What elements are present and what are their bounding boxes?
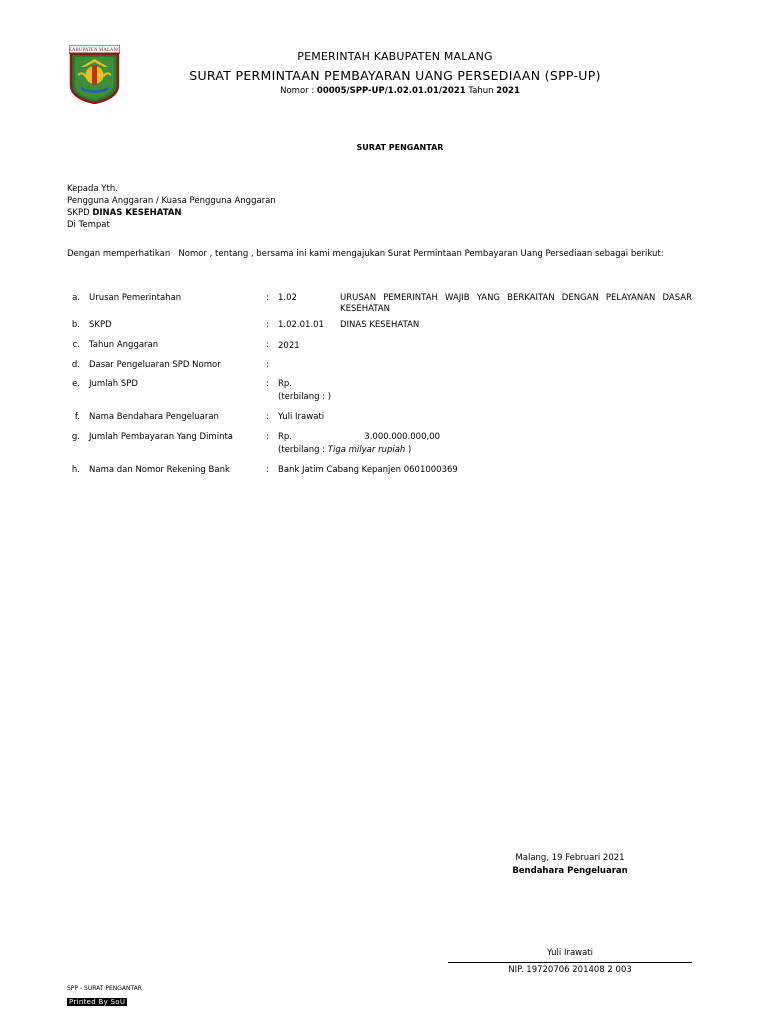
terbilang-prefix: (terbilang : bbox=[278, 445, 326, 455]
nomor-value: 00005/SPP-UP/1.02.01.01/2021 bbox=[316, 86, 466, 96]
item-label: Nama Bendahara Pengeluaran bbox=[89, 412, 219, 422]
item-amount: 3.000.000.000,00 bbox=[364, 432, 440, 442]
item-value: Rp. bbox=[278, 379, 293, 389]
item-value: Rp. bbox=[278, 432, 293, 442]
item-label: Jumlah SPD bbox=[89, 379, 138, 389]
item-colon: : bbox=[266, 360, 269, 370]
item-colon: : bbox=[266, 340, 269, 350]
skpd-name: DINAS KESEHATAN bbox=[92, 208, 182, 218]
item-value: Yuli Irawati bbox=[278, 412, 325, 422]
item-terbilang: (terbilang : ) bbox=[278, 392, 332, 402]
item-value: 2021 bbox=[278, 341, 300, 351]
item-colon: : bbox=[266, 412, 269, 422]
item-label: SKPD bbox=[89, 320, 112, 330]
item-letter: h. bbox=[71, 465, 80, 475]
terbilang-words: Tiga milyar rupiah bbox=[327, 445, 406, 455]
footer-printed-by: Printed By SoU bbox=[69, 998, 126, 1006]
header-document-title: SURAT PERMINTAAN PEMBAYARAN UANG PERSEDIAAN (SPP-UP) bbox=[189, 68, 601, 83]
item-colon: : bbox=[266, 320, 269, 330]
terbilang-suffix: ) bbox=[408, 445, 412, 455]
item-desc: DINAS KESEHATAN bbox=[340, 320, 420, 330]
header-nomor bbox=[0, 86, 768, 96]
tahun-label: Tahun bbox=[468, 86, 494, 96]
signature-line bbox=[448, 962, 692, 963]
item-label: Jumlah Pembayaran Yang Diminta bbox=[89, 432, 233, 442]
item-label: Tahun Anggaran bbox=[89, 340, 159, 350]
signature-role: Bendahara Pengeluaran bbox=[512, 866, 628, 876]
section-title: SURAT PENGANTAR bbox=[356, 143, 444, 152]
header-government: PEMERINTAH KABUPATEN MALANG bbox=[297, 50, 493, 63]
item-letter: g. bbox=[71, 432, 80, 442]
intro-paragraph: Dengan memperhatikan Nomor , tentang , bersama ini kami mengajukan Surat Permintaan Pembayaran Uang Persediaan sebagai berikut: bbox=[67, 249, 664, 259]
item-letter: c. bbox=[72, 340, 80, 350]
logo-text: KABUPATEN MALANG bbox=[69, 48, 120, 53]
nomor-label: Nomor : bbox=[280, 86, 315, 96]
signature-name: Yuli Irawati bbox=[546, 948, 594, 958]
item-code: 1.02.01.01 bbox=[278, 320, 324, 330]
footer-doc-label: SPP - SURAT PENGANTAR bbox=[67, 985, 142, 992]
item-colon: : bbox=[266, 432, 269, 442]
address-line-1: Kepada Yth. bbox=[67, 184, 118, 194]
item-letter: e. bbox=[72, 379, 80, 389]
item-code: 1.02 bbox=[278, 293, 297, 303]
item-desc: URUSAN PEMERINTAH WAJIB YANG BERKAITAN DENGAN PELAYANAN DASAR KESEHATAN bbox=[340, 293, 692, 314]
item-letter: d. bbox=[71, 360, 80, 370]
address-skpd bbox=[67, 207, 276, 219]
item-terbilang bbox=[278, 445, 411, 456]
item-value: Bank Jatim Cabang Kepanjen 0601000369 bbox=[278, 465, 458, 475]
address-line-4: Di Tempat bbox=[67, 220, 110, 230]
signature-nip: NIP. 19720706 201408 2 003 bbox=[508, 965, 632, 975]
item-label: Urusan Pemerintahan bbox=[89, 293, 182, 303]
item-colon: : bbox=[266, 465, 269, 475]
item-letter: b. bbox=[71, 320, 80, 330]
item-letter: f. bbox=[74, 412, 80, 422]
address-block bbox=[67, 183, 276, 231]
item-colon: : bbox=[266, 379, 269, 389]
signature-place-date: Malang, 19 Februari 2021 bbox=[515, 853, 625, 863]
item-letter: a. bbox=[72, 293, 80, 303]
tahun-value: 2021 bbox=[496, 86, 520, 96]
item-colon: : bbox=[266, 293, 269, 303]
item-label: Dasar Pengeluaran SPD Nomor bbox=[89, 360, 221, 370]
skpd-prefix: SKPD bbox=[67, 208, 90, 218]
address-line-2: Pengguna Anggaran / Kuasa Pengguna Anggaran bbox=[67, 196, 276, 206]
item-label: Nama dan Nomor Rekening Bank bbox=[89, 465, 230, 475]
